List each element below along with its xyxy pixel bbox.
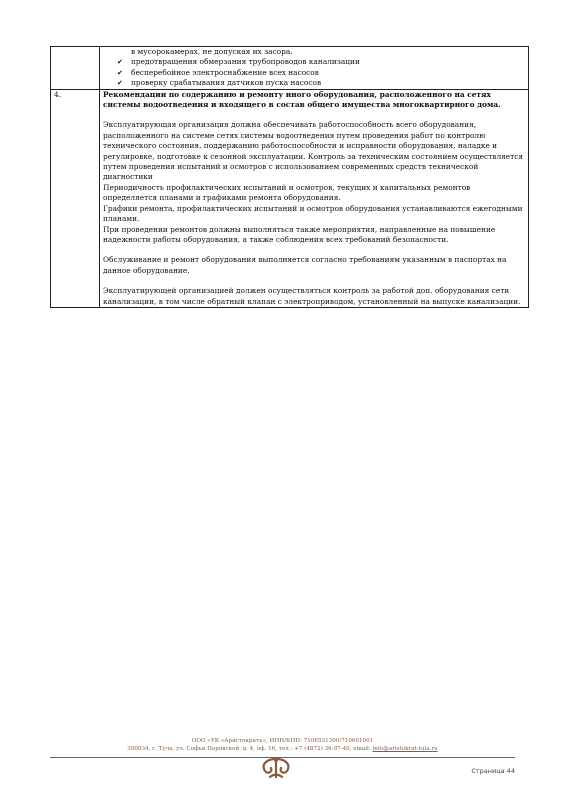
checkmark-icon: ✔	[117, 79, 123, 88]
company-details: ООО «УК «Аристократъ», ИНН/КПП: 7106531300/710601001	[191, 738, 374, 744]
list-item-text: бесперебойное электроснабжение всех насосов	[131, 67, 319, 77]
page-number: Страница 44	[471, 767, 515, 775]
paragraph: Периодичность профилактических испытаний и осмотров, текущих и капитальных ремонтов определяется планами и графиками ремонта оборудования.	[103, 182, 471, 203]
paragraph: При проведении ремонтов должны выполняться также мероприятия, направленные на повышение надежности работы оборудования, а также соблюдения всех требований безопасности.	[103, 224, 496, 244]
row-number-cell: 4.	[51, 89, 100, 307]
section-heading: Рекомендации по содержанию и ремонту иного оборудования, расположенного на сетях системы водоотведения и входящего в состав общего имущества многоквартирного дома.	[103, 89, 501, 110]
company-address	[0, 745, 565, 753]
list-item-text: предотвращения обмерзания трубопроводов канализации	[131, 57, 360, 67]
email-link[interactable]: info@aristokrat-tula.ru	[372, 746, 438, 752]
paragraph: Обслуживание и ремонт оборудования выполняется согласно требованиям указанным в паспортах на данное оборудование.	[103, 255, 507, 275]
list-item-text: проверку срабатывания датчиков пуска насосов	[131, 78, 322, 88]
list-item	[117, 78, 525, 88]
list-item	[117, 57, 525, 67]
page-footer	[0, 737, 565, 753]
table-row	[51, 89, 529, 307]
row-number-cell	[51, 47, 100, 90]
paragraph: Графики ремонта, профилактических испытаний и осмотров оборудования устанавливаются ежегодными планами.	[103, 203, 523, 224]
paragraph: Эксплуатирующей организацией должен осуществляться контроль за работой доп. оборудования сети канализации, в том числе обратный клапан с электроприводом, установленный на выпуске канализации.	[103, 286, 521, 306]
paragraph: Эксплуатирующая организация должна обеспечивать работоспособность всего оборудования, расположенного на системе сетях системы водоотведения путем проведения работ по контролю технического состояния, поддержанию работоспособности и исправности оборудования, наладке и регулировке, подготовке к сезонной эксплуатации. Контроль за техническим состоянием осуществляется путем проведения испытаний и осмотров с использованием современных средств технической диагностики	[103, 120, 524, 182]
checklist	[103, 57, 525, 88]
continuation-text: в мусорокамерах, не допуская их засора.	[131, 47, 293, 56]
table-row	[51, 47, 529, 90]
company-logo-icon	[256, 755, 296, 781]
list-item	[117, 68, 525, 78]
address-text: 300034, г. Тула, ул. Софьи Перовской, д. 4, оф. 16, тел.: +7 (4872) 36-97-40, email:	[127, 746, 373, 752]
row-content-cell	[100, 89, 529, 307]
checkmark-icon: ✔	[117, 68, 123, 77]
row-content-cell	[100, 47, 529, 90]
checkmark-icon: ✔	[117, 58, 123, 67]
recommendations-table	[50, 46, 529, 308]
